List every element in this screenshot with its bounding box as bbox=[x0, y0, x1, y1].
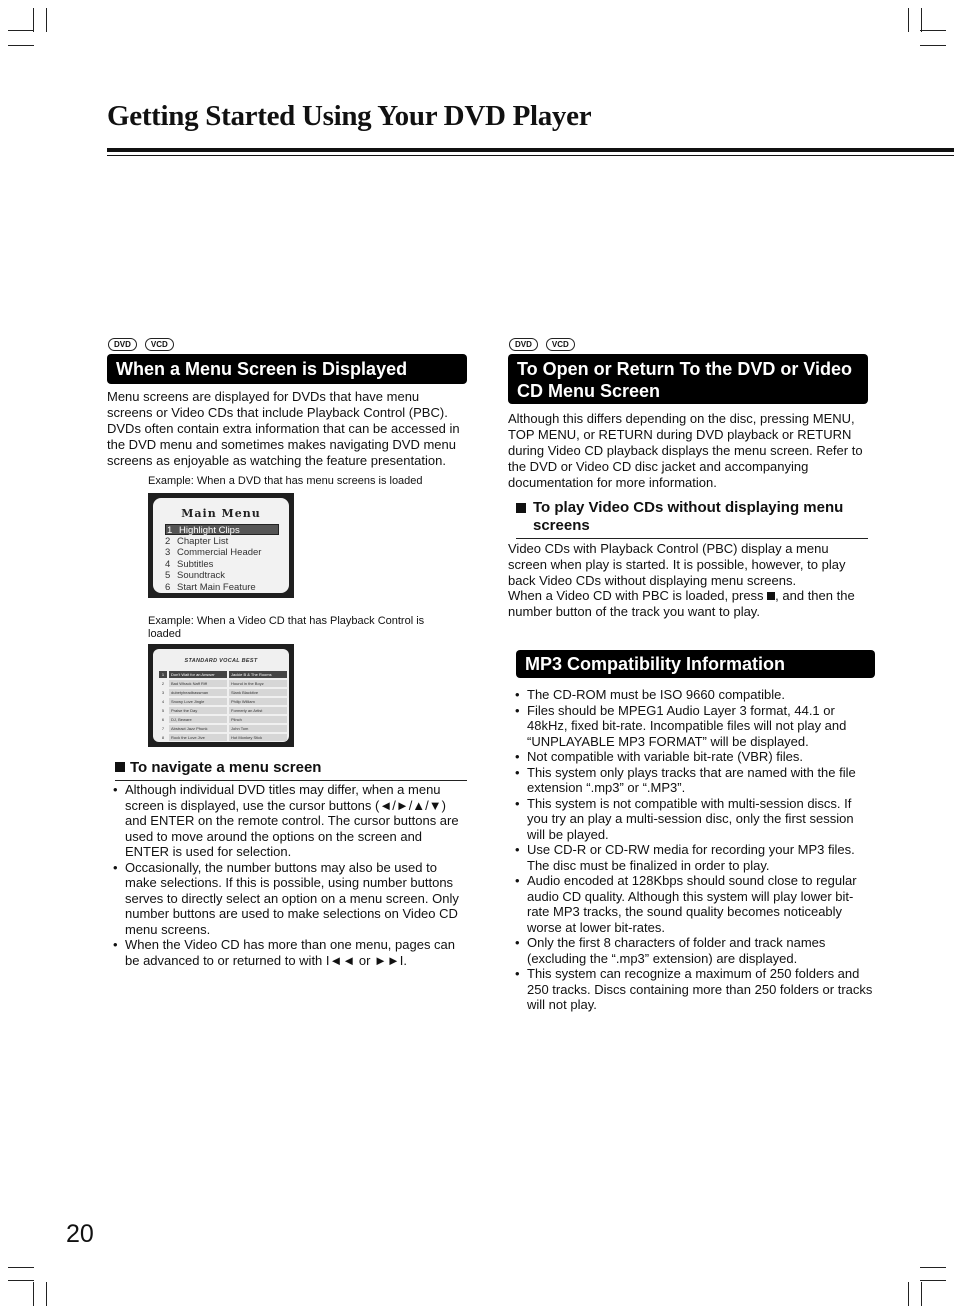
crop-mark bbox=[8, 45, 34, 46]
dvd-menu-item bbox=[165, 582, 279, 593]
crop-mark bbox=[920, 1267, 946, 1268]
crop-mark bbox=[8, 30, 34, 31]
crop-mark bbox=[921, 1282, 922, 1306]
square-bullet-icon bbox=[115, 762, 125, 772]
crop-mark bbox=[920, 45, 946, 46]
navigate-subheading-text: To navigate a menu screen bbox=[130, 759, 322, 776]
dvd-badge: DVD bbox=[509, 338, 538, 351]
dvd-menu-item-num: 5 bbox=[165, 570, 171, 581]
vcd-row-num: 5 bbox=[161, 708, 165, 713]
crop-mark bbox=[46, 1282, 47, 1306]
list-item: • This system can recognize a maximum of 250 folders and 250 tracks. Discs containing more than 250 folders or tracks will not play. bbox=[509, 966, 875, 1013]
list-item: • Audio encoded at 128Kbps should sound close to regular audio CD quality. Although this system will play lower bit-rate MP3 tracks, the sound quality becomes noticeably worse at lower bit-rates. bbox=[509, 873, 875, 935]
dvd-menu-item-num: 1 bbox=[167, 525, 173, 536]
vcd-row-artist: Formerly an Artist bbox=[229, 707, 287, 714]
crop-mark bbox=[908, 1282, 909, 1306]
page-title: Getting Started Using Your DVD Player bbox=[107, 100, 592, 132]
mp3-list bbox=[509, 687, 875, 1013]
crop-mark bbox=[920, 30, 946, 31]
crop-mark bbox=[33, 8, 34, 32]
section-heading-mp3: MP3 Compatibility Information bbox=[516, 650, 875, 678]
dvd-main-menu-screen bbox=[148, 493, 294, 598]
dvd-menu-item-label: Soundtrack bbox=[177, 570, 226, 581]
page-number: 20 bbox=[66, 1220, 94, 1248]
vcd-row-num: 1 bbox=[159, 671, 167, 678]
pbc-paragraph-1: Video CDs with Playback Control (PBC) display a menu screen when play is started. It is possible, however, to play back Video CDs without displaying menu screens. bbox=[508, 541, 846, 588]
crop-mark bbox=[920, 1280, 946, 1281]
disc-badges bbox=[509, 338, 575, 351]
title-rule-thin bbox=[107, 155, 954, 156]
dvd-menu-item-label: Highlight Clips bbox=[179, 525, 240, 536]
vcd-row-title: Abstract Jazz Phunk bbox=[169, 725, 227, 732]
vcd-menu-row bbox=[159, 707, 283, 715]
title-rule-thick bbox=[107, 148, 954, 152]
dvd-menu-item-label: Subtitles bbox=[177, 558, 214, 570]
dvd-menu-item-num: 4 bbox=[165, 558, 171, 570]
section-heading-open-return: To Open or Return To the DVD or Video CD Menu Screen bbox=[508, 354, 868, 404]
caption-vcd-example: Example: When a Video CD that has Playback Control is loaded bbox=[148, 615, 425, 640]
vcd-row-num: 4 bbox=[161, 699, 165, 704]
vcd-row-num: 3 bbox=[161, 690, 165, 695]
disc-badges bbox=[108, 338, 174, 351]
pbc-paragraph-2 bbox=[508, 588, 870, 620]
open-return-intro: Although this differs depending on the disc, pressing MENU, TOP MENU, or RETURN during DVD playback or RETURN during Video CD playback displays the menu screen. Refer to the DVD or Video CD disc jacket and accompanying documentation for more information. bbox=[508, 411, 863, 490]
vcd-menu-title: STANDARD VOCAL BEST bbox=[184, 658, 258, 664]
vcd-badge: VCD bbox=[145, 338, 174, 351]
vcd-row-artist: Philip William bbox=[229, 698, 287, 705]
dvd-menu-item-num: 2 bbox=[165, 535, 171, 547]
crop-mark bbox=[8, 1267, 34, 1268]
dvd-menu-item bbox=[165, 570, 279, 581]
vcd-menu-row bbox=[159, 716, 283, 724]
vcd-menu-row bbox=[159, 689, 283, 697]
vcd-row-title: Praise the Day bbox=[169, 707, 227, 714]
vcd-row-artist: Jackie B & The Rooms bbox=[229, 671, 287, 678]
pbc-para2-text-after: , and then the number button of the track you want to play. bbox=[508, 588, 855, 619]
pbc-subheading-text: To play Video CDs without displaying menu screens bbox=[533, 499, 844, 534]
section-heading-menu-screen: When a Menu Screen is Displayed bbox=[107, 354, 467, 384]
list-item: • Occasionally, the number buttons may also be used to make selections. If this is possible, using number buttons serves to directly select an option on a menu screen. Only number buttons are used to make selections on Video CD menu screens. bbox=[107, 860, 467, 938]
vcd-row-num: 2 bbox=[161, 681, 165, 686]
vcd-row-artist: Hot Monkey Stick bbox=[229, 734, 287, 741]
vcd-row-num: 8 bbox=[161, 735, 165, 740]
vcd-row-title: DJ, Beware bbox=[169, 716, 227, 723]
list-item: • When the Video CD has more than one menu, pages can be advanced to or returned to with I◄◄ or ►►I. bbox=[107, 937, 467, 968]
list-item: • The CD-ROM must be ISO 9660 compatible. bbox=[509, 687, 875, 703]
vcd-row-title: Don't Wait for an Answer bbox=[169, 671, 227, 678]
dvd-menu-title: Main Menu bbox=[181, 507, 261, 520]
vcd-row-artist: Hound in the Boyz bbox=[229, 680, 287, 687]
vcd-menu-row bbox=[159, 680, 283, 688]
crop-mark bbox=[33, 1282, 34, 1306]
list-item: • Not compatible with variable bit-rate (VBR) files. bbox=[509, 749, 875, 765]
vcd-menu-row bbox=[159, 734, 283, 742]
dvd-menu-item bbox=[165, 547, 279, 558]
vcd-row-artist: John Tom bbox=[229, 725, 287, 732]
pbc-para2-text-before: When a Video CD with PBC is loaded, press bbox=[508, 588, 768, 603]
stop-icon bbox=[767, 592, 775, 600]
vcd-menu-row bbox=[159, 698, 283, 706]
dvd-menu-item-num: 3 bbox=[165, 547, 171, 558]
square-bullet-icon bbox=[516, 503, 526, 513]
vcd-menu-row bbox=[159, 671, 283, 679]
list-item: • Although individual DVD titles may differ, when a menu screen is displayed, use the cursor buttons (◄/►/▲/▼) and ENTER on the remote control. The cursor buttons are used to move around the options on the screen and ENTER is used for selection. bbox=[107, 782, 467, 860]
dvd-menu-item-label: Start Main Feature bbox=[177, 581, 256, 593]
dvd-menu-item bbox=[165, 559, 279, 570]
vcd-row-title: Bad Whack Naff Riff bbox=[169, 680, 227, 687]
vcd-row-num: 7 bbox=[161, 726, 165, 731]
crop-mark bbox=[908, 8, 909, 32]
crop-mark bbox=[8, 1280, 34, 1281]
list-item: • Only the first 8 characters of folder and track names (excluding the “.mp3” extension) are displayed. bbox=[509, 935, 875, 966]
list-item: • Files should be MPEG1 Audio Layer 3 format, 44.1 or 48kHz, fixed bit-rate. Incompatible files will not play and “UNPLAYABLE MP3 FORMAT” will be displayed. bbox=[509, 703, 875, 750]
dvd-badge: DVD bbox=[108, 338, 137, 351]
list-item: • This system is not compatible with multi-session discs. If you try an play a multi-session disc, only the first session will be played. bbox=[509, 796, 875, 843]
pbc-subheading bbox=[516, 499, 868, 539]
vcd-row-title: Rock the Love Jive bbox=[169, 734, 227, 741]
crop-mark bbox=[921, 8, 922, 32]
vcd-menu-row bbox=[159, 725, 283, 733]
navigate-subheading bbox=[115, 759, 467, 781]
list-item: • This system only plays tracks that are named with the file extension “.mp3” or “.MP3”. bbox=[509, 765, 875, 796]
dvd-menu-item bbox=[165, 536, 279, 547]
navigate-list bbox=[107, 782, 467, 968]
dvd-menu-item-label: Chapter List bbox=[177, 535, 229, 547]
vcd-row-num: 6 bbox=[161, 717, 165, 722]
caption-dvd-example: Example: When a DVD that has menu screens is loaded bbox=[148, 475, 423, 487]
dvd-menu-item bbox=[165, 524, 279, 535]
vcd-row-artist: Plinch bbox=[229, 716, 287, 723]
vcd-row-title: Snowy Love Jingle bbox=[169, 698, 227, 705]
vcd-row-artist: Slank Blacktive bbox=[229, 689, 287, 696]
vcd-row-title: dubetyheadbassman bbox=[169, 689, 227, 696]
list-item: • Use CD-R or CD-RW media for recording your MP3 files. The disc must be finalized in order to play. bbox=[509, 842, 875, 873]
dvd-menu-item-label: Commercial Header bbox=[177, 547, 262, 558]
dvd-menu-item-num: 6 bbox=[165, 581, 171, 593]
vcd-menu-screen bbox=[148, 644, 294, 747]
vcd-badge: VCD bbox=[546, 338, 575, 351]
crop-mark bbox=[46, 8, 47, 32]
menu-screen-intro: Menu screens are displayed for DVDs that have menu screens or Video CDs that include Playback Control (PBC). DVDs often contain extra information that can be accessed in the DVD menu and sometimes makes navigating DVD menu screens as enjoyable as watching the feature presentation. bbox=[107, 389, 460, 468]
